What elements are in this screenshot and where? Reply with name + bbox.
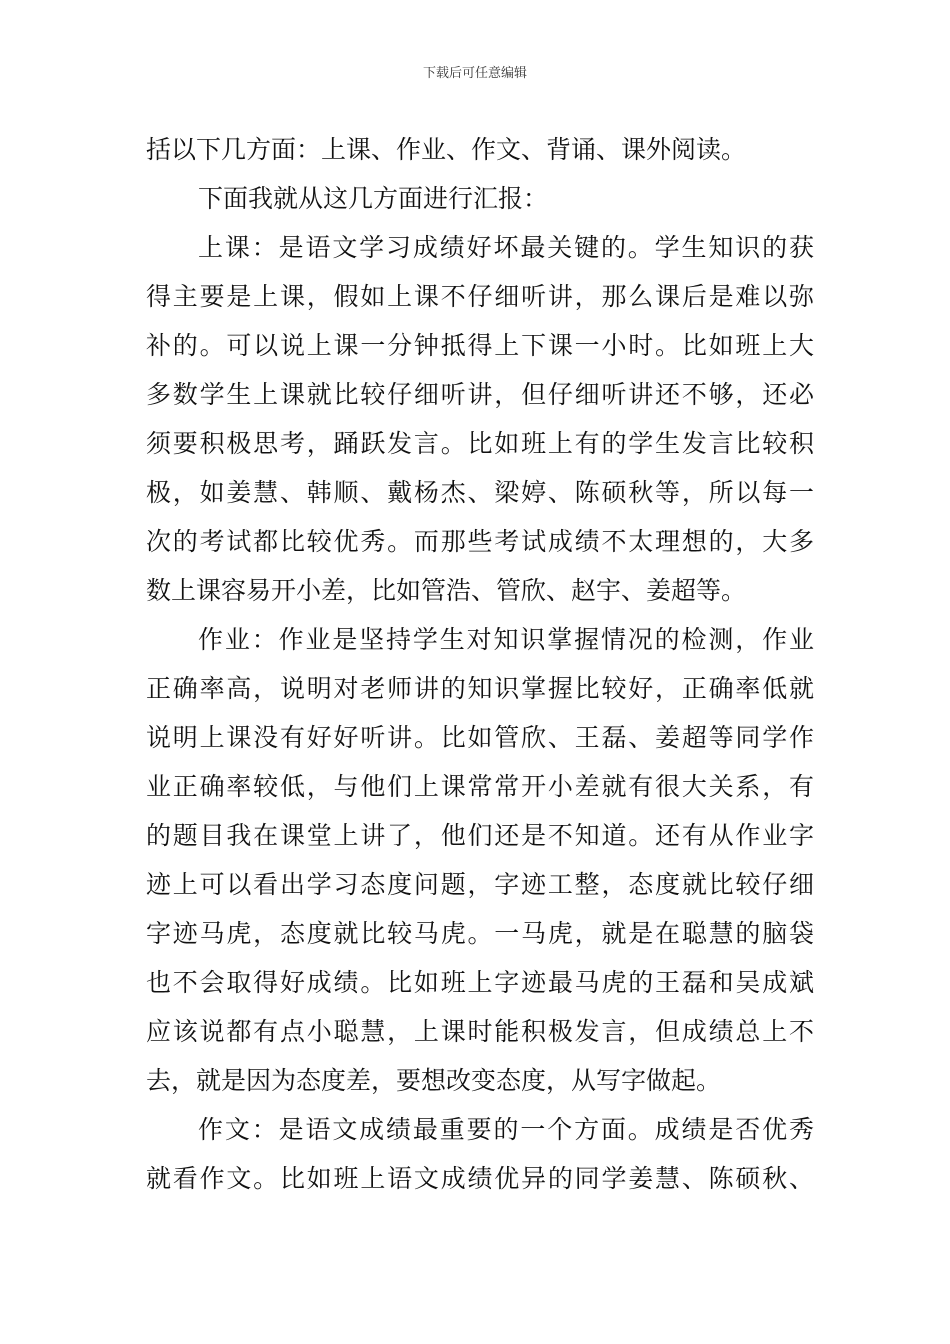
- text-line: 次的考试都比较优秀。而那些考试成绩不太理想的，大多: [146, 527, 814, 556]
- text-line: 也不会取得好成绩。比如班上字迹最马虎的王磊和吴成斌: [146, 968, 814, 997]
- text-line: 多数学生上课就比较仔细听讲，但仔细听讲还不够，还必: [146, 380, 814, 409]
- text-line: 字迹马虎，态度就比较马虎。一马虎，就是在聪慧的脑袋: [146, 919, 814, 948]
- page-header: 下载后可任意编辑: [422, 66, 527, 81]
- text-line: 得主要是上课，假如上课不仔细听讲，那么课后是难以弥: [146, 282, 814, 311]
- text-line: 上课：是语文学习成绩好坏最关键的。学生知识的获: [198, 233, 814, 262]
- text-line: 应该说都有点小聪慧，上课时能积极发言，但成绩总上不: [146, 1017, 814, 1046]
- text-line: 正确率高，说明对老师讲的知识掌握比较好，正确率低就: [146, 674, 814, 703]
- text-line: 补的。可以说上课一分钟抵得上下课一小时。比如班上大: [146, 331, 814, 360]
- text-line: 极，如姜慧、韩顺、戴杨杰、梁婷、陈硕秋等，所以每一: [146, 478, 814, 507]
- text-line: 说明上课没有好好听讲。比如管欣、王磊、姜超等同学作: [146, 723, 814, 752]
- text-line: 作业：作业是坚持学生对知识掌握情况的检测，作业: [198, 625, 814, 654]
- text-line: 数上课容易开小差，比如管浩、管欣、赵宇、姜超等。: [146, 576, 747, 605]
- text-line: 括以下几方面：上课、作业、作文、背诵、课外阅读。: [146, 135, 747, 164]
- text-line: 业正确率较低，与他们上课常常开小差就有很大关系，有: [146, 772, 814, 801]
- text-line: 迹上可以看出学习态度问题，字迹工整，态度就比较仔细: [146, 870, 814, 899]
- document-body: [146, 125, 814, 1203]
- text-line: 就看作文。比如班上语文成绩优异的同学姜慧、陈硕秋、: [146, 1164, 814, 1193]
- text-line: 去，就是因为态度差，要想改变态度，从写字做起。: [146, 1066, 722, 1095]
- text-line: 的题目我在课堂上讲了，他们还是不知道。还有从作业字: [146, 821, 814, 850]
- text-line: 下面我就从这几方面进行汇报：: [198, 184, 549, 213]
- text-line: 作文：是语文成绩最重要的一个方面。成绩是否优秀: [198, 1115, 814, 1144]
- text-line: 须要积极思考，踊跃发言。比如班上有的学生发言比较积: [146, 429, 814, 458]
